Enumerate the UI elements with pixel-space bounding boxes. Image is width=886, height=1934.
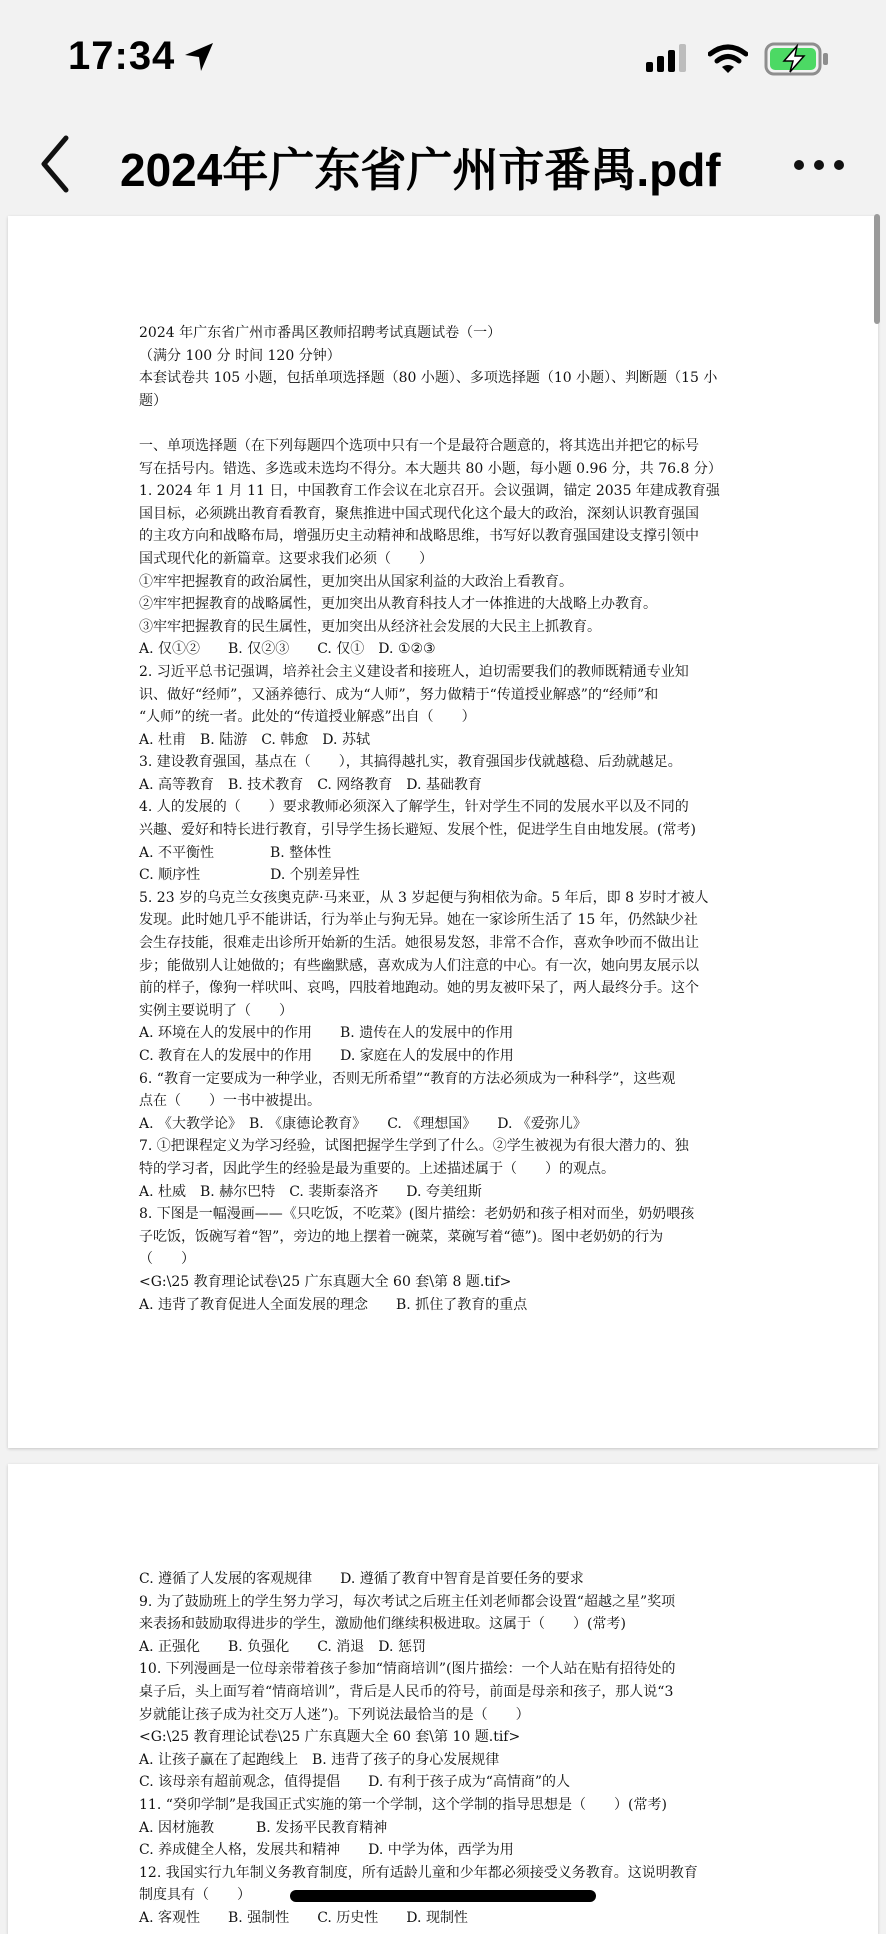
doc-line: 3. 建设教育强国，基点在（ ），其搞得越扎实，教育强国步伐就越稳、后劲就越足。	[139, 754, 682, 771]
page-1-text	[139, 322, 759, 1316]
doc-line	[139, 412, 759, 435]
battery-charging-icon	[764, 42, 830, 76]
doc-line: 题）	[139, 392, 167, 409]
doc-line: <G:\25 教育理论试卷\25 广东真题大全 60 套\第 8 题.tif>	[139, 1273, 512, 1290]
doc-line: C. 养成健全人格，发展共和精神 D. 中学为体，西学为用	[139, 1842, 514, 1859]
doc-line: C. 教育在人的发展中的作用 D. 家庭在人的发展中的作用	[139, 1048, 514, 1064]
doc-line: C. 该母亲有超前观念，值得提倡 D. 有利于孩子成为“高情商”的人	[139, 1774, 571, 1791]
document-title: 2024年广东省广州市番禺.pdf	[120, 144, 721, 196]
doc-line: 9. 为了鼓励班上的学生努力学习，每次考试之后班主任刘老师都会设置“超越之星”奖项	[139, 1593, 676, 1610]
doc-line: A. 杜威 B. 赫尔巴特 C. 裴斯泰洛齐 D. 夸美纽斯	[139, 1183, 482, 1200]
doc-line: 国目标，必须跳出教育看教育，聚焦推进中国式现代化这个最大的政治，深刻认识教育强国	[139, 505, 699, 522]
doc-line: A. 环境在人的发展中的作用 B. 遗传在人的发展中的作用	[139, 1025, 514, 1042]
doc-line: 12. 我国实行九年制义务教育制度，所有适龄儿童和少年都必须接受义务教育。这说明教育	[139, 1864, 698, 1881]
status-time: 17:34	[68, 34, 176, 78]
doc-line: ②牢牢把握教育的战略属性，更加突出从教育科技人才一体推进的大战略上办教育。	[139, 596, 657, 613]
nav-bar	[0, 120, 886, 210]
back-chevron-icon[interactable]	[36, 130, 76, 200]
doc-line: ①牢牢把握教育的政治属性，更加突出从国家利益的大政治上看教育。	[139, 573, 573, 590]
doc-line: A. 客观性 B. 强制性 C. 历史性 D. 现制性	[139, 1909, 468, 1926]
doc-line: A. 让孩子赢在了起跑线上 B. 违背了孩子的身心发展规律	[139, 1751, 500, 1768]
doc-line: 子吃饭，饭碗写着“智”，旁边的地上摆着一碗菜，菜碗写着“德”)。图中老奶奶的行为	[139, 1228, 664, 1245]
doc-line: 点在（ ）一书中被提出。	[139, 1093, 321, 1110]
doc-line: 6. “教育一定要成为一种学业，否则无所希望”“教育的方法必须成为一种科学”，这些观	[139, 1070, 676, 1087]
doc-line: （ ）	[139, 1251, 195, 1268]
pdf-page-2[interactable]	[8, 1464, 878, 1934]
cellular-signal-icon	[646, 44, 690, 72]
doc-line: 5. 23 岁的乌克兰女孩奥克萨·马来亚，从 3 岁起便与狗相依为命。5 年后，即 8 岁时才被人	[139, 889, 709, 906]
doc-line: 4. 人的发展的（ ）要求教师必须深入了解学生，针对学生不同的发展水平以及不同的	[139, 799, 689, 816]
doc-line: 一、单项选择题（在下列每题四个选项中只有一个是最符合题意的，将其选出并把它的标号	[139, 437, 699, 454]
location-arrow-icon	[182, 40, 216, 74]
status-bar	[0, 0, 886, 120]
doc-line: 2. 习近平总书记强调，培养社会主义建设者和接班人，迫切需要我们的教师既精通专业知	[139, 663, 689, 680]
doc-line: <G:\25 教育理论试卷\25 广东真题大全 60 套\第 10 题.tif>	[139, 1729, 521, 1746]
doc-line: A. 《大教学论》 B. 《康德论教育》 C. 《理想国》 D. 《爱弥儿》	[139, 1115, 587, 1132]
home-indicator[interactable]	[290, 1890, 596, 1902]
doc-line: 8. 下图是一幅漫画——《只吃饭，不吃菜》(图片描绘：老奶奶和孩子相对而坐，奶奶喂孩	[139, 1206, 695, 1223]
doc-line: 7. ①把课程定义为学习经验，试图把握学生学到了什么。②学生被视为有很大潜力的、独	[139, 1138, 689, 1155]
scrollbar[interactable]	[874, 214, 880, 324]
doc-line: A. 杜甫 B. 陆游 C. 韩愈 D. 苏轼	[139, 731, 370, 748]
doc-line: 特的学习者，因此学生的经验是最为重要的。上述描述属于（ ）的观点。	[139, 1160, 615, 1177]
doc-line: 国式现代化的新篇章。这要求我们必须（ ）	[139, 550, 433, 567]
doc-line: 1. 2024 年 1 月 11 日，中国教育工作会议在北京召开。会议强调，锚定 2035 年建成教育强	[139, 483, 720, 500]
doc-line: A. 仅①② B. 仅②③ C. 仅① D. ①②③	[139, 641, 436, 658]
doc-line: A. 因材施教 B. 发扬平民教育精神	[139, 1819, 388, 1836]
more-options-icon[interactable]	[792, 154, 846, 176]
doc-line: 来表扬和鼓励取得进步的学生，激励他们继续积极进取。这属于（ ）(常考)	[139, 1616, 626, 1633]
doc-line: 制度具有（ ）	[139, 1887, 251, 1904]
doc-line: A. 不平衡性 B. 整体性	[139, 844, 332, 861]
doc-line: 步；能做别人让她做的；有些幽默感，喜欢成为人们注意的中心。有一次，她向男友展示以	[139, 957, 699, 974]
doc-line: C. 遵循了人发展的客观规律 D. 遵循了教育中智育是首要任务的要求	[139, 1571, 584, 1587]
doc-line: “人师”的统一者。此处的“传道授业解惑”出自（ ）	[139, 709, 476, 726]
doc-line: 岁就能让孩子成为社交万人迷”)。下列说法最恰当的是（ ）	[139, 1706, 530, 1723]
doc-line: 10. 下列漫画是一位母亲带着孩子参加“情商培训”(图片描绘：一个人站在贴有招待处的	[139, 1661, 676, 1678]
doc-line: 实例主要说明了（ ）	[139, 1002, 293, 1019]
doc-line: 的主攻方向和战略布局，增强历史主动精神和战略思维，书写好以教育强国建设支撑引领中	[139, 528, 699, 545]
doc-line: A. 违背了教育促进人全面发展的理念 B. 抓住了教育的重点	[139, 1296, 528, 1313]
doc-line: （满分 100 分 时间 120 分钟）	[139, 347, 341, 364]
doc-line: 兴趣、爱好和特长进行教育，引导学生扬长避短、发展个性，促进学生自由地发展。(常考)	[139, 822, 696, 839]
doc-line: A. 正强化 B. 负强化 C. 消退 D. 惩罚	[139, 1638, 426, 1655]
doc-line: 识、做好“经师”，又涵养德行、成为“人师”，努力做精于“传道授业解惑”的“经师”和	[139, 686, 659, 703]
doc-line: 2024 年广东省广州市番禺区教师招聘考试真题试卷（一）	[139, 325, 502, 341]
doc-line: 11. “癸卯学制”是我国正式实施的第一个学制，这个学制的指导思想是（ ）(常考)	[139, 1796, 667, 1813]
wifi-icon	[708, 44, 748, 74]
doc-line: 前的样子，像狗一样吠叫、哀鸣，四肢着地跑动。她的男友被吓呆了，两人最终分手。这个	[139, 980, 699, 997]
page-2-text	[139, 1568, 759, 1930]
doc-line: 发现。此时她几乎不能讲话，行为举止与狗无异。她在一家诊所生活了 15 年，仍然缺少社	[139, 912, 698, 929]
doc-line: 会生存技能，很难走出诊所开始新的生活。她很易发怒，非常不合作，喜欢争吵而不做出让	[139, 935, 699, 952]
doc-line: C. 顺序性 D. 个别差异性	[139, 867, 360, 884]
doc-line: 本套试卷共 105 小题，包括单项选择题（80 小题）、多项选择题（10 小题）、判断题（15 小	[139, 370, 718, 387]
pdf-page-1[interactable]	[8, 216, 878, 1448]
doc-line: ③牢牢把握教育的民生属性，更加突出从经济社会发展的大民主上抓教育。	[139, 618, 601, 635]
doc-line: 写在括号内。错选、多选或未选均不得分。本大题共 80 小题，每小题 0.96 分，共 76.8 分）	[139, 460, 722, 477]
doc-line: 桌子后，头上面写着“情商培训”，背后是人民币的符号，前面是母亲和孩子，那人说“3	[139, 1683, 674, 1700]
doc-line: A. 高等教育 B. 技术教育 C. 网络教育 D. 基础教育	[139, 776, 482, 793]
